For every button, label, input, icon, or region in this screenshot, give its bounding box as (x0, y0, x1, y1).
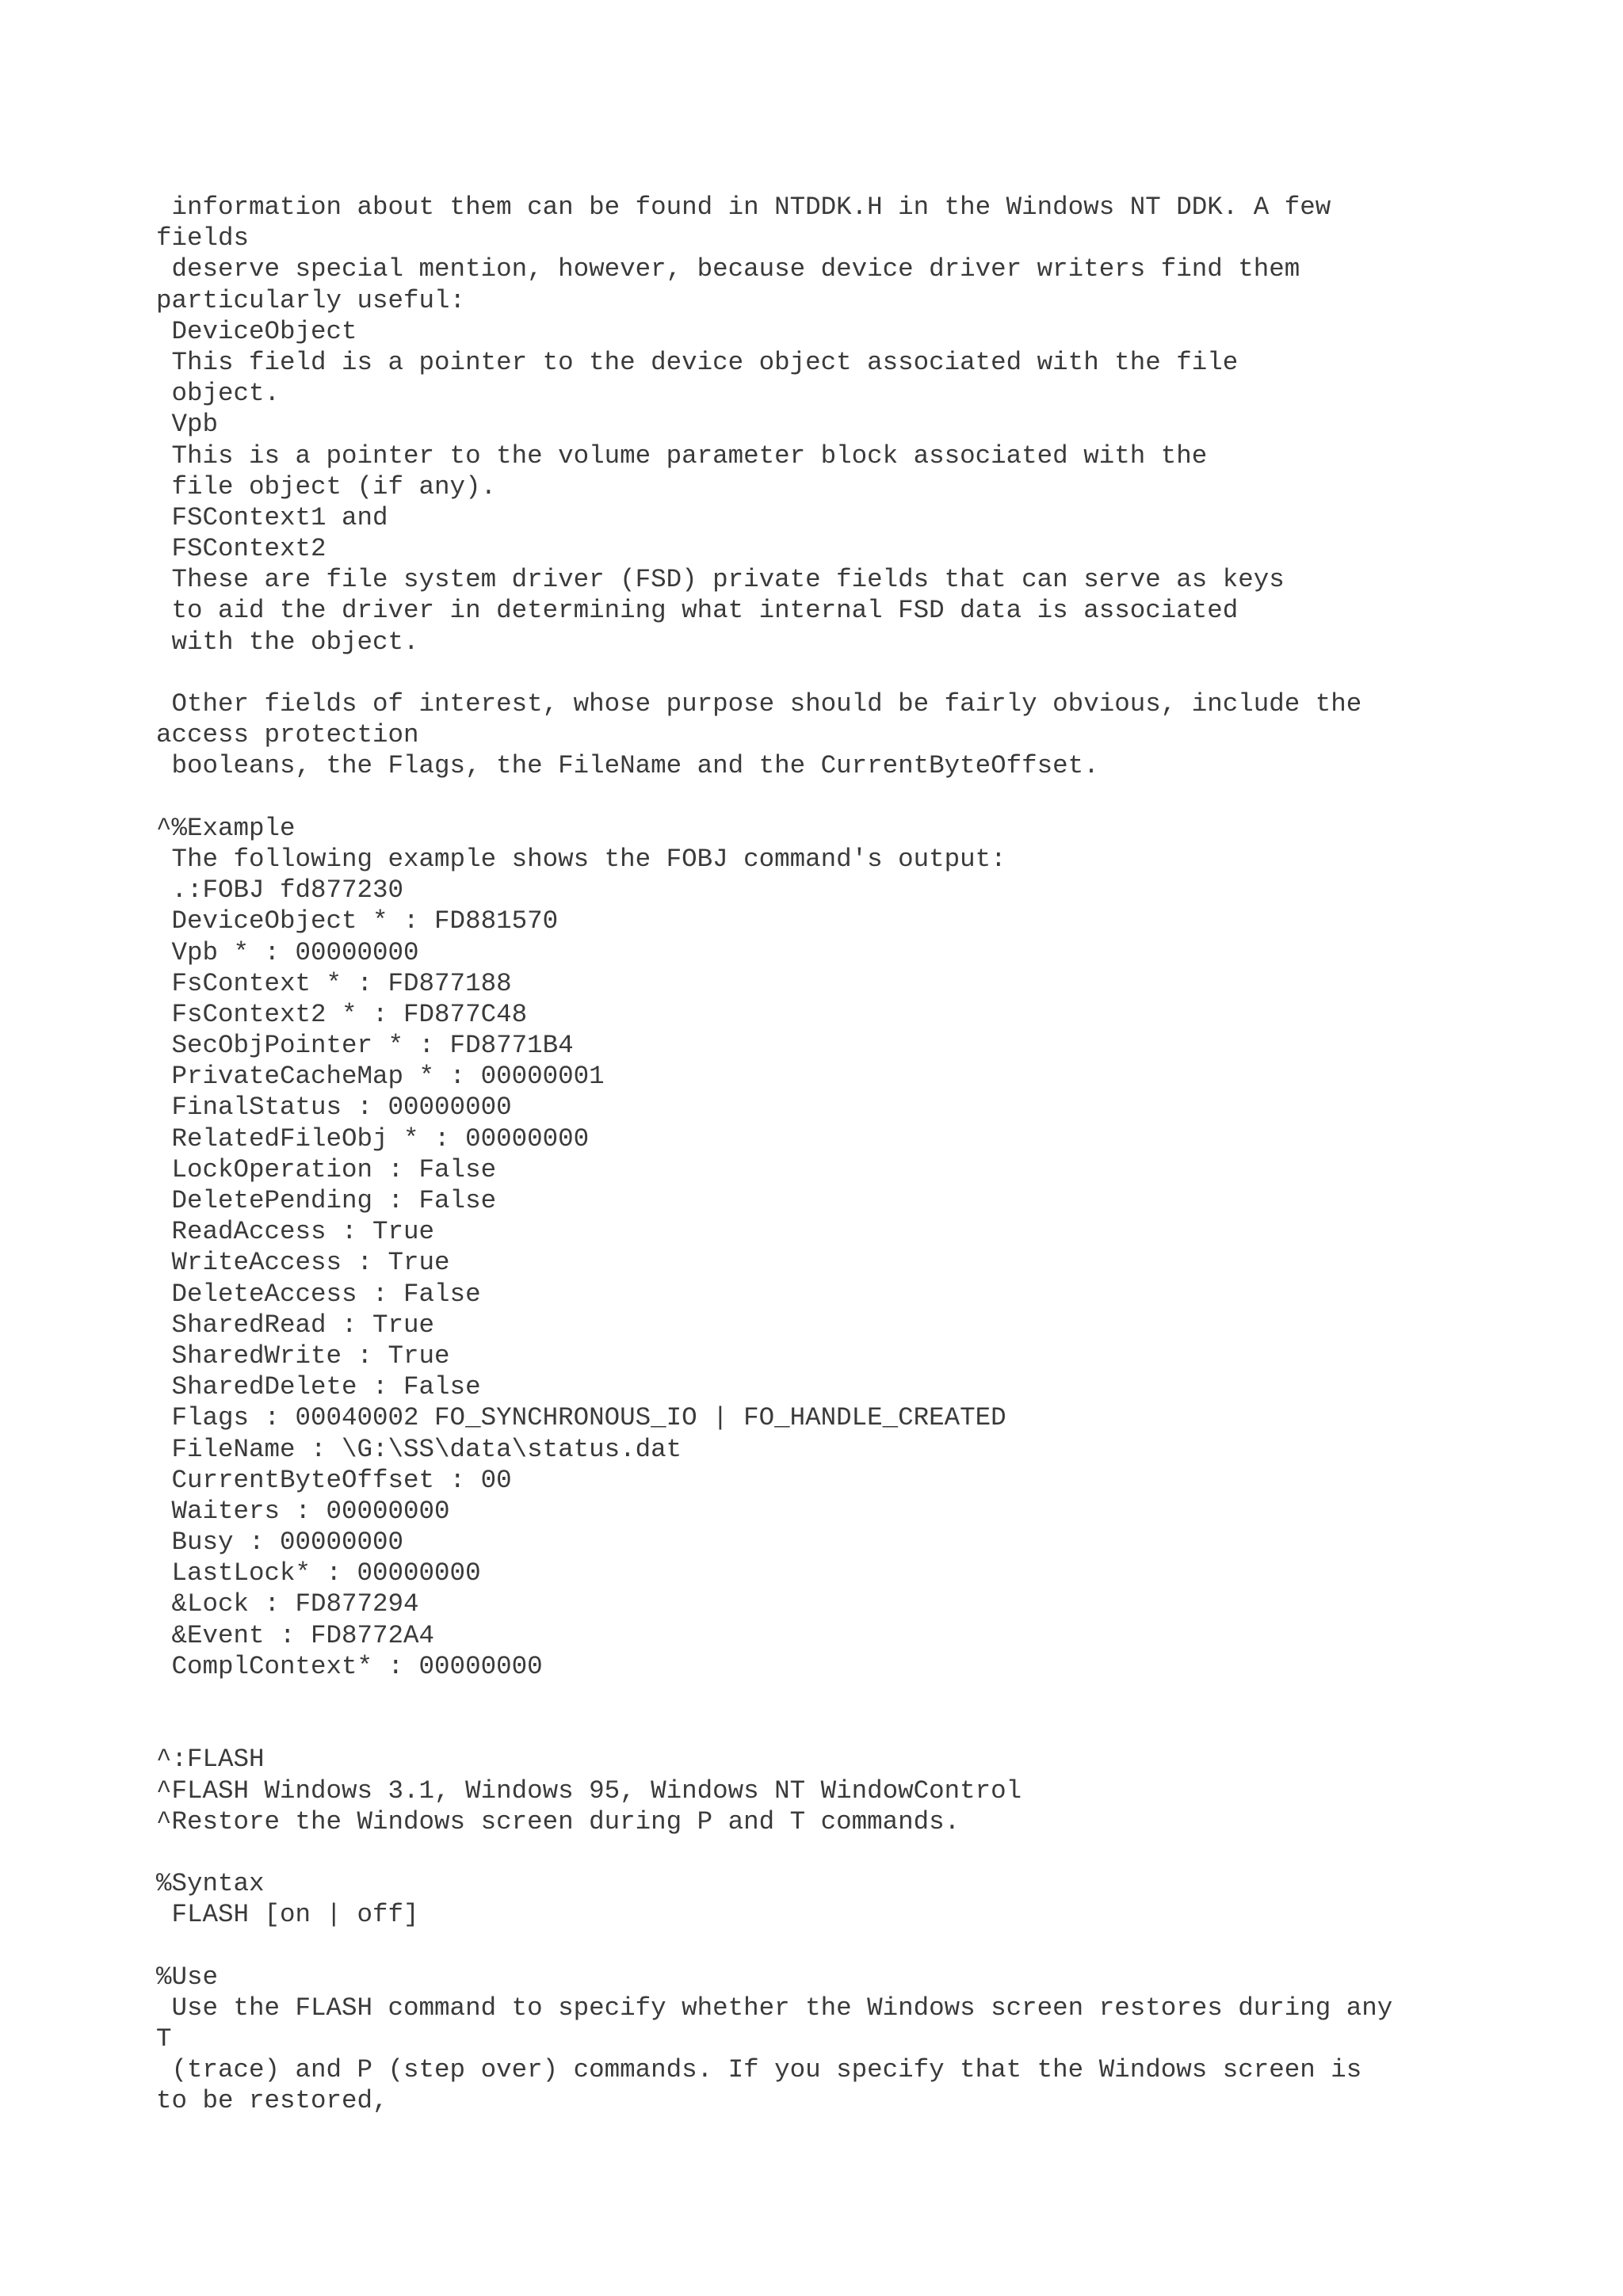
text-line: The following example shows the FOBJ command's output: (156, 844, 1006, 874)
text-line: Waiters : 00000000 (156, 1496, 450, 1526)
text-line: SharedDelete : False (156, 1372, 481, 1402)
text-line (156, 1713, 1583, 1744)
text-line: ^:FLASH (156, 1745, 265, 1775)
text-line: SharedWrite : True (156, 1341, 450, 1371)
text-line: (trace) and P (step over) commands. If you specify that the Windows screen is (156, 2055, 1362, 2085)
text-line: ^FLASH Windows 3.1, Windows 95, Windows NT WindowControl (156, 1775, 1022, 1806)
text-line: fields (156, 223, 250, 254)
text-line: ComplContext* : 00000000 (156, 1651, 543, 1681)
text-line: WriteAccess : True (156, 1248, 450, 1278)
text-line: file object (if any). (156, 471, 497, 502)
text-line: &Event : FD8772A4 (156, 1620, 435, 1650)
text-line: Other fields of interest, whose purpose should be fairly obvious, include the (156, 689, 1362, 719)
text-line: information about them can be found in NTDDK.H in the Windows NT DDK. A few (156, 193, 1331, 222)
text-line: Vpb * : 00000000 (156, 937, 419, 967)
text-line: ^Restore the Windows screen during P and T commands. (156, 1806, 960, 1836)
text-line: Vpb (156, 410, 219, 440)
text-line: &Lock : FD877294 (156, 1589, 419, 1619)
text-line: access protection (156, 720, 419, 750)
text-line: CurrentByteOffset : 00 (156, 1465, 512, 1495)
text-line: DeleteAccess : False (156, 1279, 481, 1309)
text-line: ^%Example (156, 813, 296, 843)
text-line: .:FOBJ fd877230 (156, 875, 404, 906)
text-line (156, 658, 1583, 688)
text-line: booleans, the Flags, the FileName and the CurrentByteOffset. (156, 751, 1099, 781)
document-text (156, 192, 1583, 2117)
text-line: These are file system driver (FSD) private fields that can serve as keys (156, 565, 1285, 595)
text-line (156, 1682, 1583, 1713)
text-line: deserve special mention, however, because device driver writers find them (156, 254, 1300, 284)
text-line (156, 782, 1583, 813)
text-line: SecObjPointer * : FD8771B4 (156, 1031, 574, 1061)
text-line: This is a pointer to the volume parameter block associated with the (156, 441, 1208, 471)
text-line: to be restored, (156, 2086, 388, 2116)
text-line: Busy : 00000000 (156, 1527, 404, 1558)
text-line: FSContext1 and (156, 502, 388, 532)
text-line: DeviceObject * : FD881570 (156, 906, 559, 936)
text-line: %Use (156, 1962, 219, 1992)
text-line: object. (156, 379, 281, 409)
text-line: with the object. (156, 627, 419, 657)
text-line: Flags : 00040002 FO_SYNCHRONOUS_IO | FO_HANDLE_CREATED (156, 1403, 1006, 1433)
text-line: particularly useful: (156, 285, 466, 315)
text-line (156, 1931, 1583, 1962)
text-line: FsContext * : FD877188 (156, 968, 512, 998)
text-line: DeletePending : False (156, 1186, 497, 1215)
text-line: LastLock* : 00000000 (156, 1558, 481, 1589)
text-line: T (156, 2024, 172, 2054)
text-line: DeviceObject (156, 316, 357, 346)
text-line: FileName : \G:\SS\data\status.dat (156, 1434, 682, 1464)
text-line: This field is a pointer to the device object associated with the file (156, 347, 1239, 377)
text-line: %Syntax (156, 1869, 265, 1899)
text-line: ReadAccess : True (156, 1217, 435, 1247)
text-line: SharedRead : True (156, 1310, 435, 1340)
text-line: LockOperation : False (156, 1154, 497, 1184)
text-line (156, 1837, 1583, 1868)
text-line: to aid the driver in determining what internal FSD data is associated (156, 596, 1239, 626)
text-line: RelatedFileObj * : 00000000 (156, 1123, 590, 1154)
text-line: PrivateCacheMap * : 00000001 (156, 1062, 605, 1092)
text-line: FinalStatus : 00000000 (156, 1093, 512, 1123)
text-line: FSContext2 (156, 534, 327, 564)
text-line: FLASH [on | off] (156, 1900, 419, 1930)
text-line: Use the FLASH command to specify whether the Windows screen restores during any (156, 1993, 1393, 2023)
text-line: FsContext2 * : FD877C48 (156, 999, 528, 1029)
